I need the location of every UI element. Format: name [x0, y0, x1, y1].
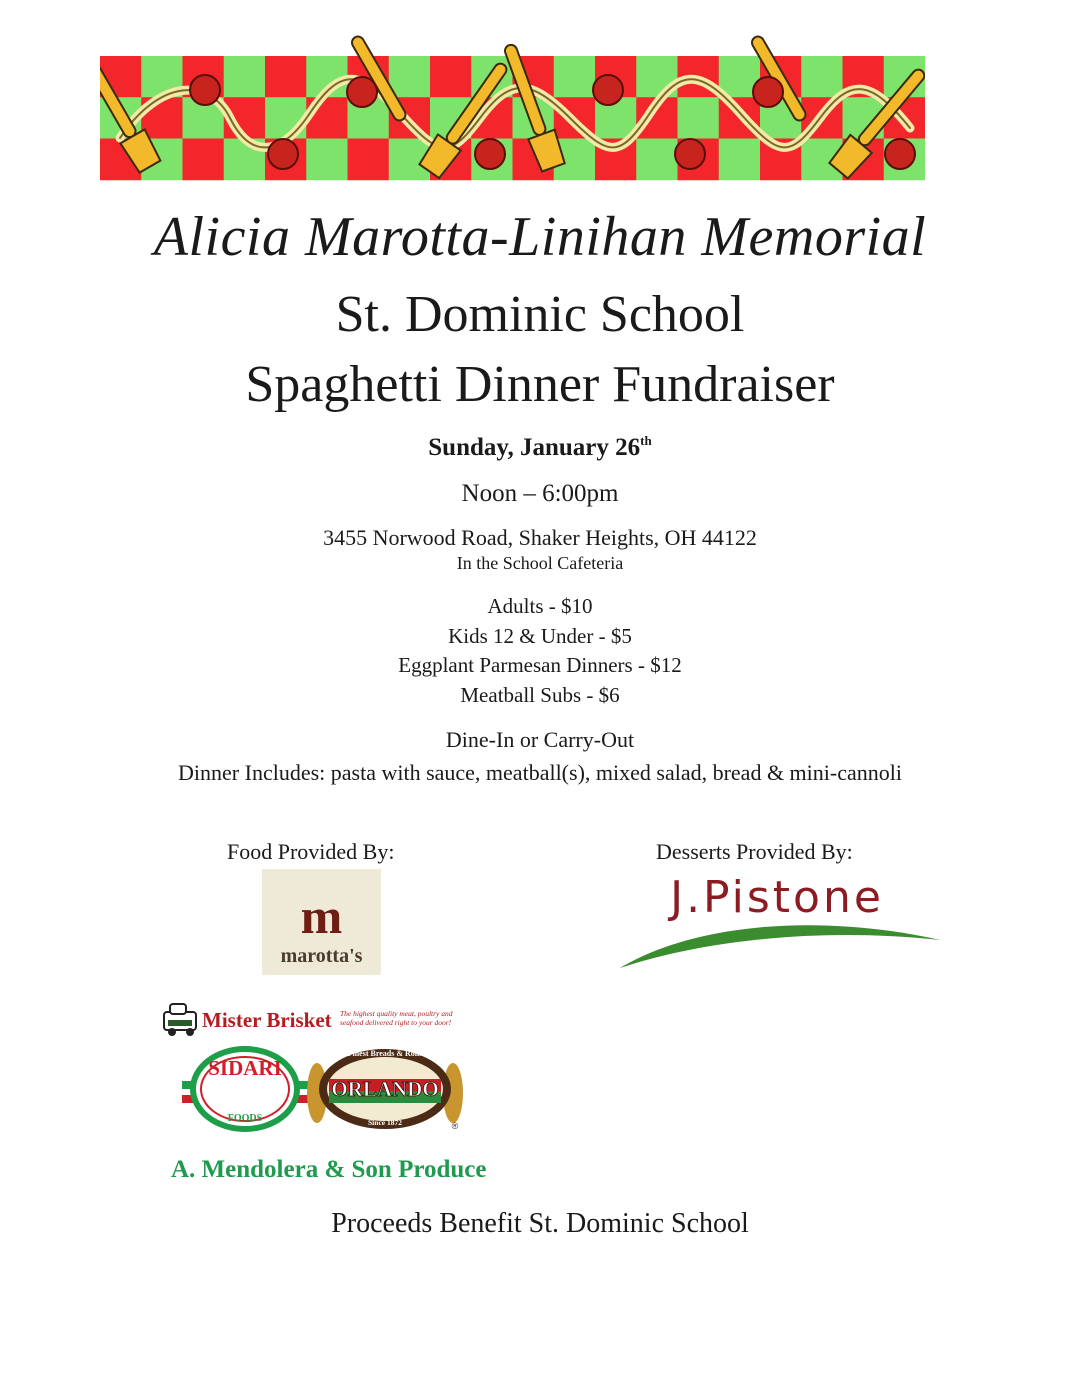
svg-text:FOODS: FOODS: [227, 1113, 263, 1124]
checker-square: [306, 139, 348, 181]
marottas-name: marotta's: [280, 945, 363, 967]
price-item: Adults - $10: [487, 594, 593, 618]
event-date: Sunday, January 26th: [428, 433, 652, 461]
checker-square: [636, 139, 678, 181]
meatball-icon: [475, 139, 505, 169]
svg-text:Mister Brisket: Mister Brisket: [202, 1008, 332, 1032]
marottas-mark: m: [300, 888, 343, 944]
checker-square: [389, 56, 431, 98]
event-title: Spaghetti Dinner Fundraiser: [245, 356, 835, 413]
price-item: Eggplant Parmesan Dinners - $12: [398, 653, 682, 677]
mister-brisket-logo: [160, 1000, 480, 1040]
svg-text:Finest Breads & Rolls: Finest Breads & Rolls: [347, 1049, 423, 1058]
meatball-icon: [190, 75, 220, 105]
event-address: 3455 Norwood Road, Shaker Heights, OH 44122: [323, 525, 757, 550]
svg-text:ORLANDO: ORLANDO: [331, 1077, 439, 1101]
meatball-icon: [753, 77, 783, 107]
meatball-icon: [268, 139, 298, 169]
meatball-icon: [347, 77, 377, 107]
dinner-includes: Dinner Includes: pasta with sauce, meatball(s), mixed salad, bread & mini-cannoli: [178, 760, 902, 785]
svg-text:SIDARI: SIDARI: [208, 1056, 282, 1080]
sidari-foods-logo: [178, 1045, 313, 1133]
checker-square: [183, 139, 225, 181]
proceeds-note: Proceeds Benefit St. Dominic School: [331, 1208, 749, 1239]
checker-square: [801, 56, 843, 98]
checker-square: [430, 56, 472, 98]
checker-square: [554, 56, 596, 98]
marottas-logo: [262, 869, 381, 975]
food-sponsors-label: Food Provided By:: [227, 839, 395, 864]
checker-square: [265, 97, 307, 139]
service-options: Dine-In or Carry-Out: [445, 727, 635, 752]
checker-square: [224, 56, 266, 98]
price-item: Meatball Subs - $6: [460, 682, 620, 707]
price-list: [0, 592, 1080, 710]
checker-square: [678, 97, 720, 139]
event-location: In the School Cafeteria: [456, 553, 624, 573]
meatball-icon: [675, 139, 705, 169]
svg-text:The highest quality meat, poul: The highest quality meat, poultry and: [340, 1009, 453, 1018]
svg-text:®: ®: [451, 1121, 459, 1131]
dessert-sponsors-label: Desserts Provided By:: [656, 839, 853, 864]
school-name: St. Dominic School: [335, 286, 745, 343]
meatball-icon: [593, 75, 623, 105]
orlando-logo: [305, 1045, 465, 1133]
mendolera-produce-sponsor: A. Mendolera & Son Produce: [171, 1156, 487, 1183]
memorial-title: Alicia Marotta-Linihan Memorial: [153, 206, 927, 268]
svg-text:Since 1872: Since 1872: [368, 1118, 402, 1127]
pistone-swoosh: [620, 925, 940, 968]
checker-square: [348, 139, 390, 181]
meatball-icon: [885, 139, 915, 169]
pistone-logo: [610, 870, 945, 975]
checker-square: [719, 139, 761, 181]
event-time: Noon – 6:00pm: [461, 480, 619, 507]
spaghetti-banner: [100, 18, 925, 188]
svg-text:seafood delivered right to you: seafood delivered right to your door!: [340, 1018, 452, 1027]
svg-text:J.Pistone: J.Pistone: [670, 872, 884, 923]
checker-square: [265, 56, 307, 98]
price-item: Kids 12 & Under - $5: [448, 623, 632, 648]
delivery-truck-icon: [164, 1004, 196, 1036]
